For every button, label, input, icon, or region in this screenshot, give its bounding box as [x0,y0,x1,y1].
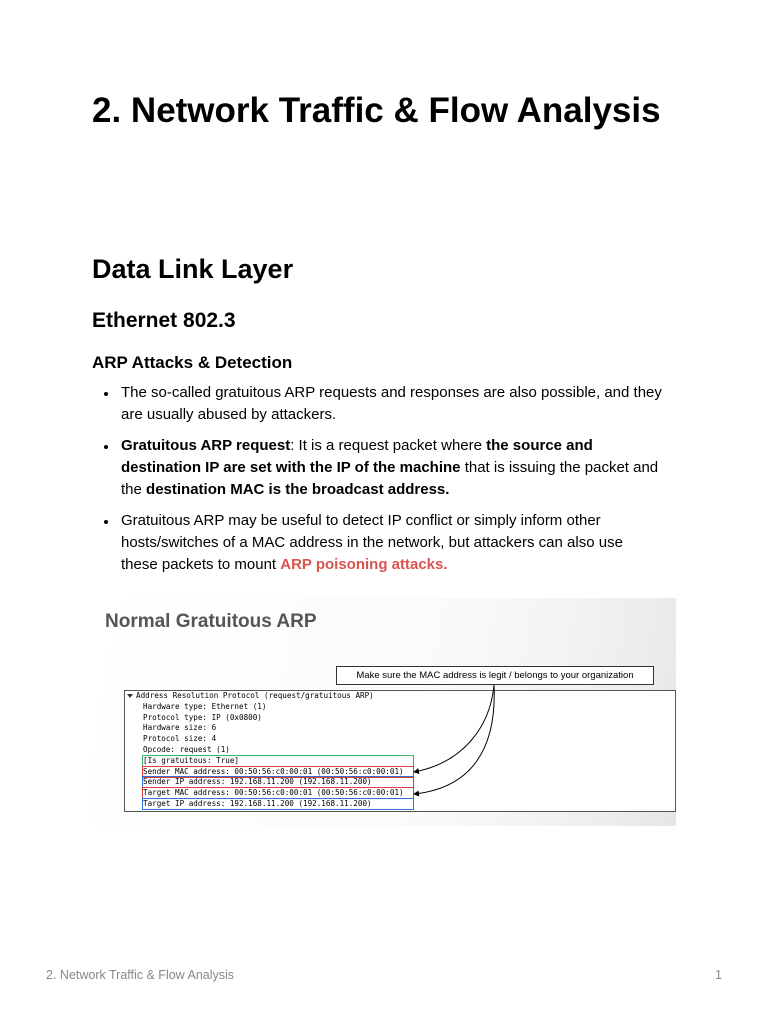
packet-line: Sender IP address: 192.168.11.200 (192.168.11.200) [143,777,372,787]
packet-line: Target MAC address: 00:50:56:c0:00:01 (00:50:56:c0:00:01) [143,788,404,798]
section-heading: Data Link Layer [92,254,294,284]
bullet-text: that is issuing the packet and the [121,459,659,498]
packet-line: Opcode: request (1) [143,745,230,754]
page-number: 1 [715,968,722,982]
arrow-to-sender-mac [414,685,494,772]
packet-line: Hardware type: Ethernet (1) [143,701,267,711]
subsection-heading: Ethernet 802.3 [92,309,236,332]
packet-line: Protocol size: 4 [143,734,217,744]
packet-line: Protocol type: IP (0x0800) [143,712,262,722]
bullet-item [92,435,662,501]
callout-arrows [92,598,676,826]
bullet-bold-term: Gratuitous ARP request [121,437,291,454]
packet-line: [Is gratuitous: True] [143,755,240,765]
bullet-bold-text: destination MAC is the broadcast address. [146,481,450,498]
bullet-item [92,382,662,426]
arrow-to-target-mac [414,685,494,794]
arp-figure [92,598,676,826]
figure-title: Normal Gratuitous ARP [105,611,317,632]
bullet-item [92,510,662,576]
packet-line: Hardware size: 6 [143,723,217,733]
footer-title: 2. Network Traffic & Flow Analysis [46,968,235,982]
packet-tree-header: Address Resolution Protocol (request/gratuitous ARP) [125,691,374,702]
bullet-text: Gratuitous ARP may be useful to detect IP conflict or simply inform other hosts/switches of a MAC address in the network, but attackers can also use these packets to mount [121,512,623,573]
packet-line: Sender MAC address: 00:50:56:c0:00:01 (00:50:56:c0:00:01) [143,766,404,776]
bullet-bold-text: the source and destination IP are set with the IP of the machine [121,437,593,476]
callout-box: Make sure the MAC address is legit / belongs to your organization [336,666,654,685]
subsubsection-heading: ARP Attacks & Detection [92,353,293,372]
bullet-list [92,382,662,585]
packet-line: Target IP address: 192.168.11.200 (192.168.11.200) [143,799,372,808]
bullet-text: The so-called gratuitous ARP requests and responses are also possible, and they are usually abused by attackers. [121,384,662,423]
page-title: 2. Network Traffic & Flow Analysis [92,91,661,130]
arp-poisoning-link[interactable]: ARP poisoning attacks. [280,556,448,573]
bullet-text: : It is a request packet where [290,437,487,454]
